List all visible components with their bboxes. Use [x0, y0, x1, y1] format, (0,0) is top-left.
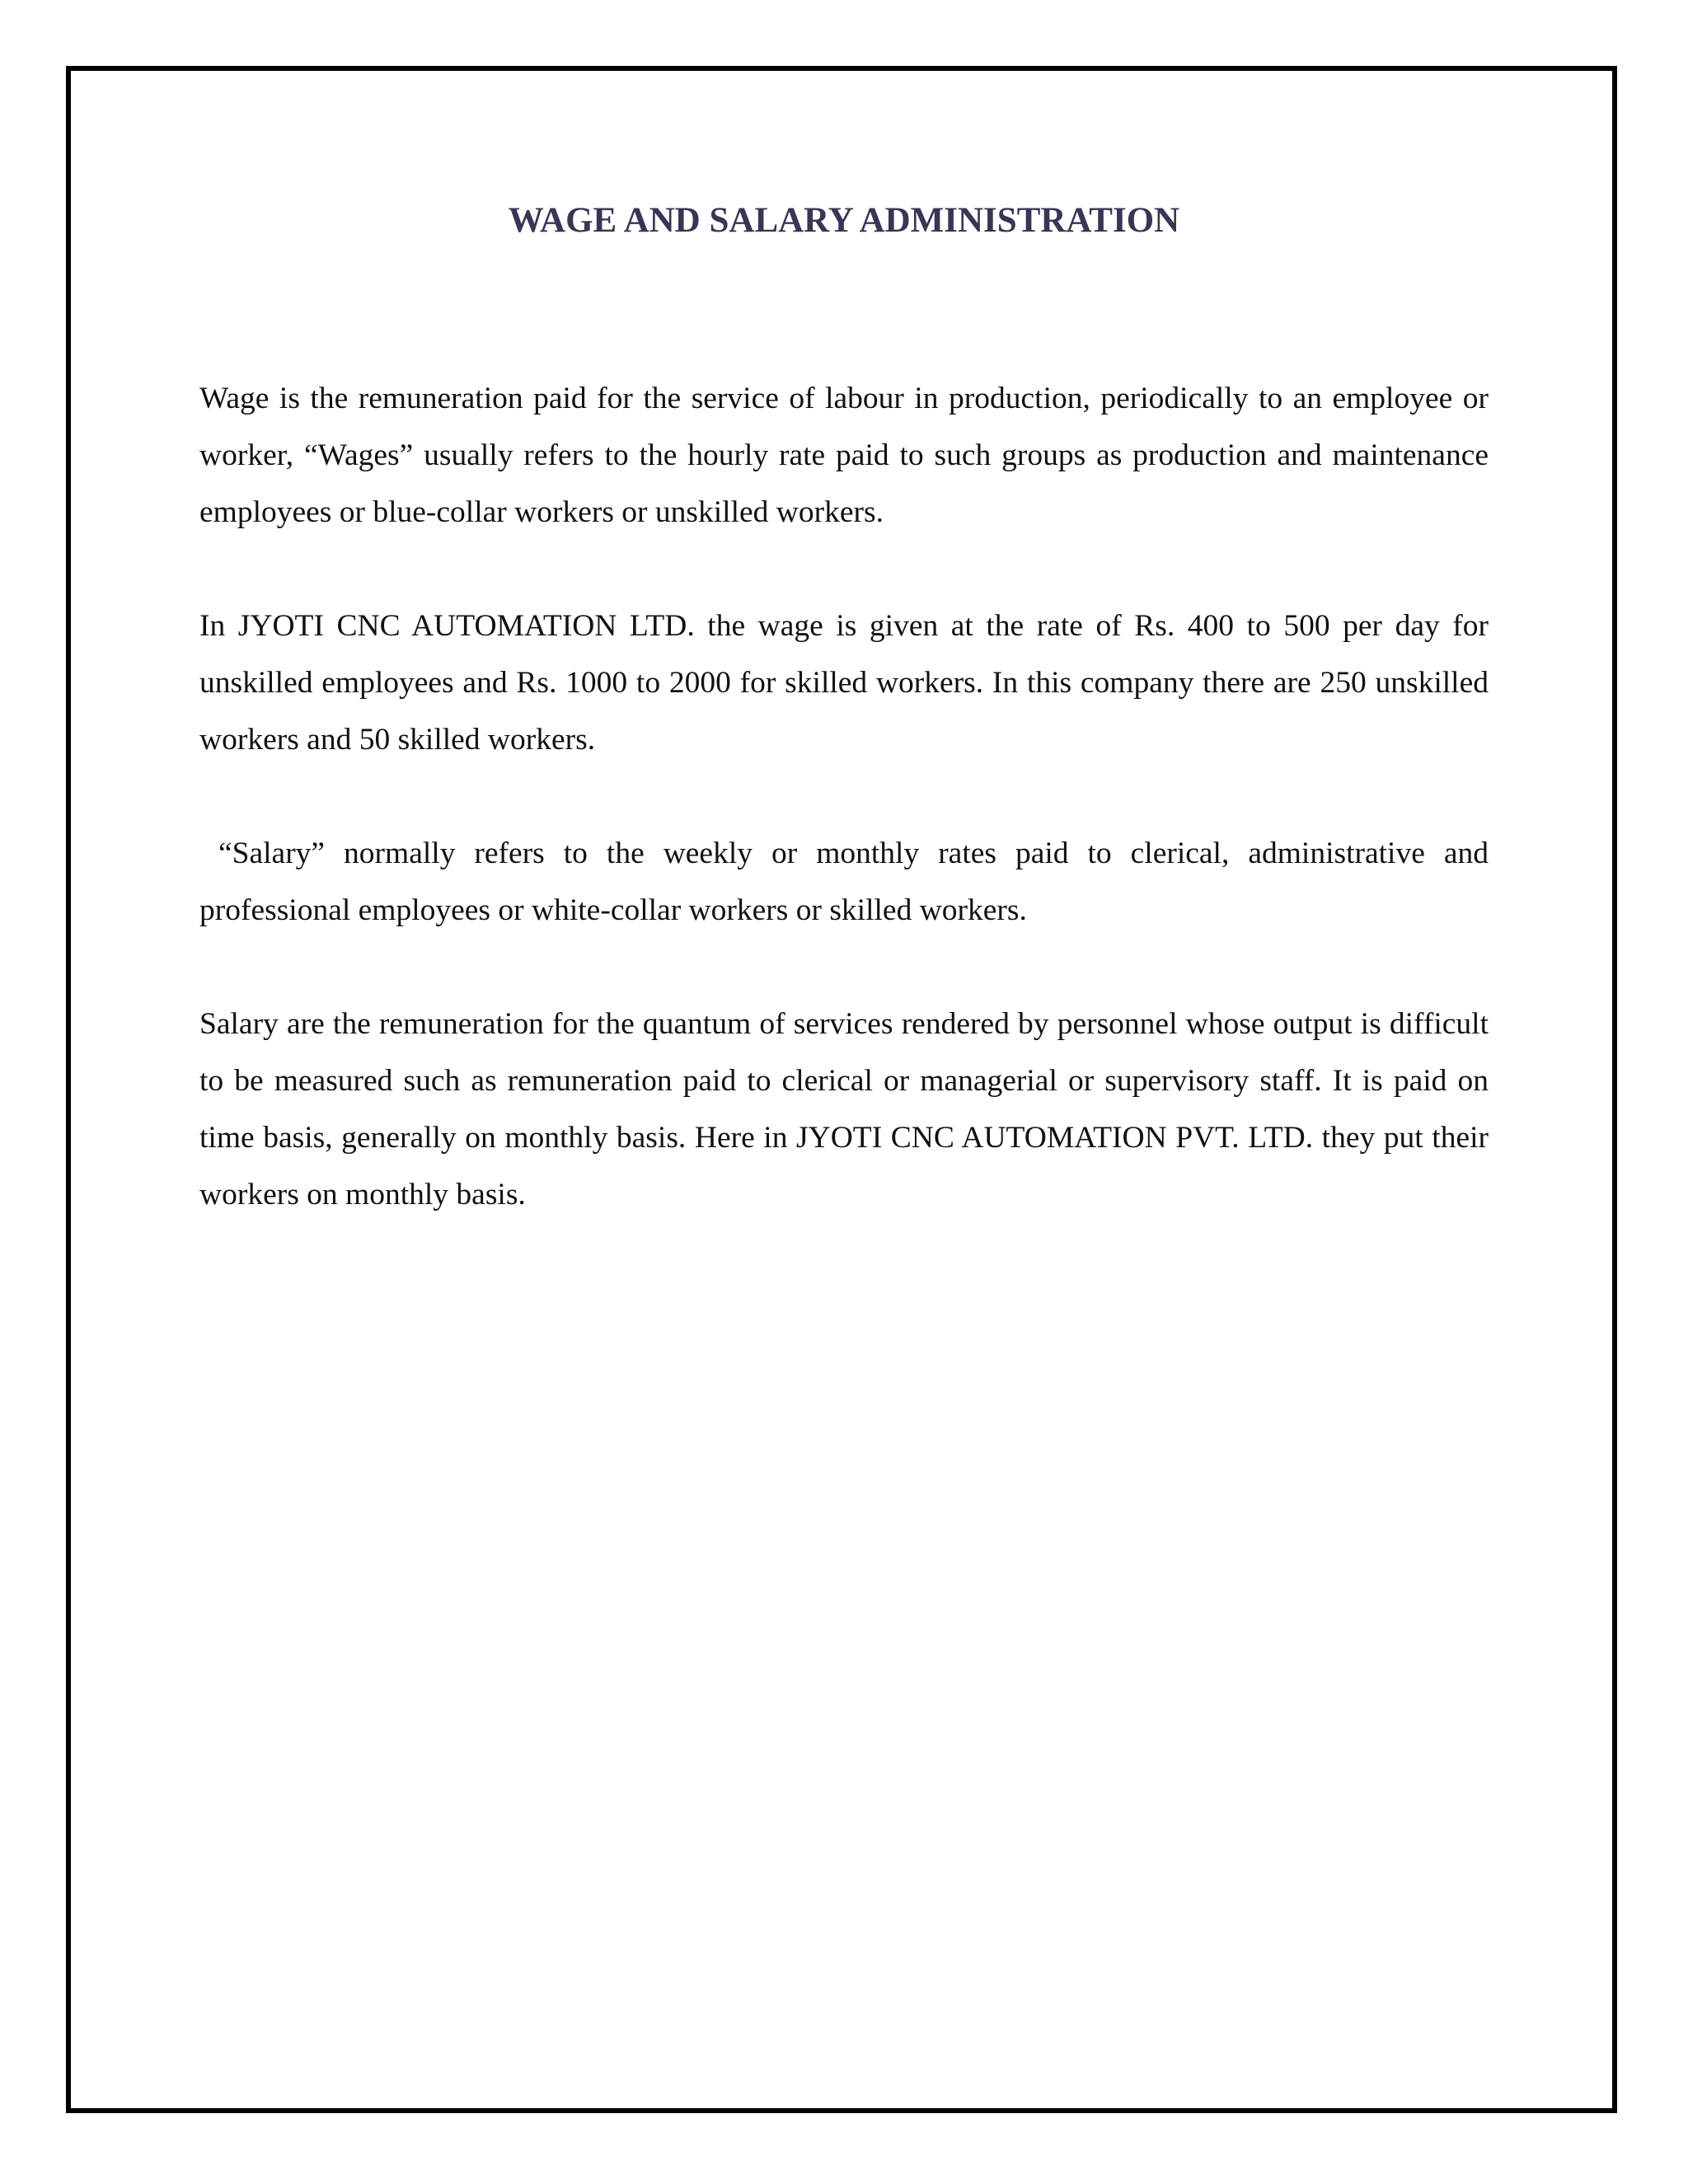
paragraph-salary-details: Salary are the remuneration for the quantum of services rendered by personnel whose output is difficult to be measured such as remuneration paid to clerical or managerial or supervisory staff. It is paid on time basis, generally on monthly basis. Here in JYOTI CNC AUTOMATION PVT. LTD. they put their workers on monthly basis.	[199, 1007, 1489, 1212]
paragraph-salary-definition: “Salary” normally refers to the weekly or monthly rates paid to clerical, administrative and professional employees or white-collar workers or skilled workers.	[199, 837, 1497, 927]
page-title: WAGE AND SALARY ADMINISTRATION	[508, 201, 1180, 240]
document-body	[199, 370, 1497, 1280]
paragraph-company-wages: In JYOTI CNC AUTOMATION LTD. the wage is given at the rate of Rs. 400 to 500 per day for unskilled employees and Rs. 1000 to 2000 for skilled workers. In this company there are 250 unskilled workers and 50 skilled workers.	[199, 609, 1489, 757]
paragraph-wage-definition: Wage is the remuneration paid for the service of labour in production, periodically to an employee or worker, “Wages” usually refers to the hourly rate paid to such groups as production and maintenance employees or blue-collar workers or unskilled workers.	[199, 382, 1489, 529]
